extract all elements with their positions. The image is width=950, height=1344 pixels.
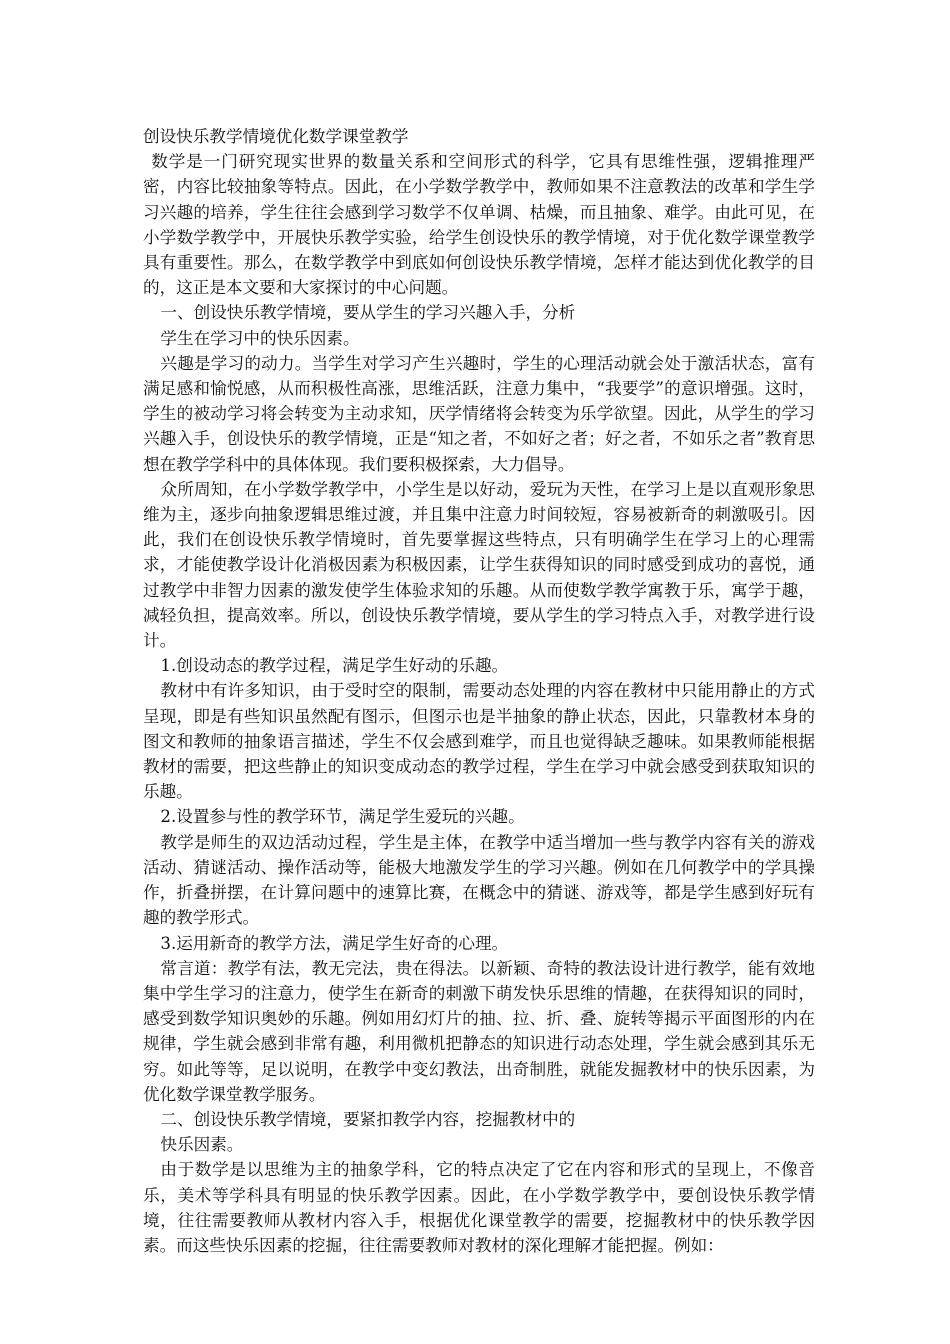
section1-paragraph-2: 众所周知，在小学数学教学中，小学生是以好动，爱玩为天性，在学习上是以直观形象思维为主，逐步向抽象逻辑思维过渡，并且集中注意力时间较短，容易被新奇的刺激吸引。因此，我们在创设快乐教学情境时，首先要掌握这些特点，只有明确学生在学习上的心理需求，才能使教学设计化消极因素为积极因素，让学生获得知识的同时感受到成功的喜悦，通过教学中非智力因素的激发使学生体验求知的乐趣。从而使数学教学寓教于乐，寓学于趣，减轻负担，提高效率。所以，创设快乐教学情境，要从学生的学习特点入手，对教学进行设计。	[143, 479, 815, 651]
intro-paragraph: 数学是一门研究现实世界的数量关系和空间形式的科学，它具有思维性强，逻辑推理严密，内容比较抽象等特点。因此，在小学数学教学中，教师如果不注意教法的改革和学生学习兴趣的培养，学生往往会感到学习数学不仅单调、枯燥，而且抽象、难学。由此可见，在小学数学教学中，开展快乐教学实验，给学生创设快乐的教学情境，对于优化数学课堂教学具有重要性。那么，在数学教学中到底如何创设快乐教学情境，怎样才能达到优化教学的目的，这正是本文要和大家探讨的中心问题。	[143, 152, 815, 298]
subsection1-paragraph: 教材中有许多知识，由于受时空的限制，需要动态处理的内容在教材中只能用静止的方式呈现，即是有些知识虽然配有图示，但图示也是半抽象的静止状态，因此，只靠教材本身的图文和教师的抽象语言描述，学生不仅会感到难学，而且也觉得缺乏趣味。如果教师能根据教材的需要，把这些静止的知识变成动态的教学过程，学生在学习中就会感受到获取知识的乐趣。	[143, 681, 815, 802]
subsection3-paragraph: 常言道：教学有法，教无完法，贵在得法。以新颖、奇特的教法设计进行教学，能有效地集中学生学习的注意力，使学生在新奇的刺激下萌发快乐思维的情趣，在获得知识的同时，感受到数学知识奥妙的乐趣。例如用幻灯片的抽、拉、折、叠、旋转等揭示平面图形的内在规律，学生就会感到非常有趣，利用微机把静态的知识进行动态处理，学生就会感到其乐无穷。如此等等，足以说明，在教学中变幻教法，出奇制胜，就能发掘教材中的快乐因素，为优化数学课堂教学服务。	[143, 958, 815, 1104]
section2-heading-line1: 二、创设快乐教学情境，要紧扣教学内容，挖掘教材中的	[160, 1109, 576, 1129]
document-title: 创设快乐教学情境优化数学课堂教学	[143, 127, 409, 146]
document-page	[143, 124, 815, 1258]
subsection2-paragraph: 教学是师生的双边活动过程，学生是主体，在教学中适当增加一些与教学内容有关的游戏活动、猜谜活动、操作活动等，能极大地激发学生的学习兴趣。例如在几何教学中的学具操作，折叠拼摆，在计算问题中的速算比赛，在概念中的猜谜、游戏等，都是学生感到好玩有趣的教学形式。	[143, 832, 815, 928]
section2-heading-line2: 快乐因素。	[160, 1135, 244, 1155]
subsection3-heading: 3.运用新奇的教学方法，满足学生好奇的心理。	[160, 933, 509, 953]
section1-paragraph-1: 兴趣是学习的动力。当学生对学习产生兴趣时，学生的心理活动就会处于激活状态，富有满足感和愉悦感，从而积极性高涨，思维活跃，注意力集中，“我要学”的意识增强。这时，学生的被动学习将会转变为主动求知，厌学情绪将会转变为乐学欲望。因此，从学生的学习兴趣入手，创设快乐的教学情境，正是“知之者，不如好之者；好之者，不如乐之者”教育思想在教学学科中的具体体现。我们要积极探索，大力倡导。	[143, 353, 815, 474]
section2-paragraph-1: 由于数学是以思维为主的抽象学科，它的特点决定了它在内容和形式的呈现上，不像音乐，美术等学科具有明显的快乐教学因素。因此，在小学数学教学中，要创设快乐教学情境，往往需要教师从教材内容入手，根据优化课堂教学的需要，挖掘教材中的快乐教学因素。而这些快乐因素的挖掘，往往需要教师对教材的深化理解才能把握。例如：	[143, 1160, 815, 1255]
section1-heading-line2: 学生在学习中的快乐因素。	[160, 328, 360, 348]
subsection1-heading: 1.创设动态的教学过程，满足学生好动的乐趣。	[160, 656, 509, 676]
subsection2-heading: 2.设置参与性的教学环节，满足学生爱玩的兴趣。	[160, 807, 525, 827]
section1-heading-line1: 一、创设快乐教学情境，要从学生的学习兴趣入手，分析	[160, 303, 576, 323]
